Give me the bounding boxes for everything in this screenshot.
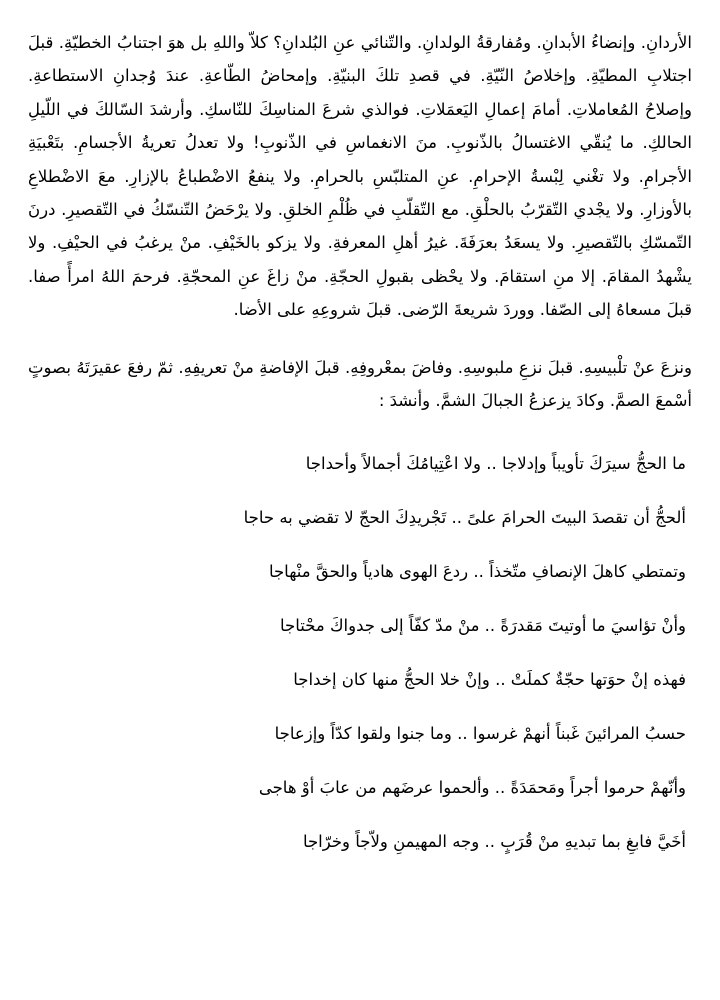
poem-verse: وأنّهمْ حرموا أجراً ومَحمَدَةً .. وألحموا عرضَهم من عابَ أوْ هاجى	[258, 778, 686, 798]
poem-verse: وتمتطي كاهلَ الإنصافِ متّخذاً .. ردعَ الهوى هادياً والحقَّ منْهاجا	[268, 562, 686, 582]
poem-verse: حسبُ المرائينَ غَبناً أنهمْ غرسوا .. وما جنوا ولقوا كدّاً وإزعاجا	[274, 724, 686, 744]
body-paragraph: الأردانِ. وإنضاءُ الأبدانِ. ومُفارقةُ الولدانِ. والتّنائي عنِ البُلدانِ؟ كلاّ واللهِ بل هوَ اجتنابُ الخطيّةِ. قبلَ اجتلابِ المطيّةِ. وإخلاصُ النّيّةِ. في قصدِ تلكَ البنيّةِ. وإمحاضُ الطّاعةِ. عندَ وُجدانِ الاستطاعةِ. وإصلاحُ المُعاملاتِ. أمامَ إعمالِ اليَعمَلاتِ. فوالذي شرعَ المناسِكَ للنّاسكِ. وأرشدَ السّالكَ في اللّيلِ الحالكِ. ما يُنقّي الاغتسالُ بالذّنوبِ. منَ الانغماسِ في الذّنوبِ! ولا تعدلُ تعريةُ الأجسامِ. بتَعْبيَةِ الأجرامِ. ولا تغْني لِبْسةُ الإحرامِ. عنِ المتلبّسِ بالحرامِ. ولا ينفعُ الاضْطباعُ بالإزارِ. معَ الاضْطلاعِ بالأوزارِ. ولا يجْدي التّقرّبُ بالحلْقِ. مع التّقلّبِ في ظُلْمِ الخلقِ. ولا يرْحَضُ التّنسّكُ في التّقصيرِ. درنَ التّمسّكِ بالتّقصيرِ. ولا يسعَدُ بعرَفَةَ. غيرُ أهلِ المعرفةِ. ولا يزكو بالخَيْفِ. منْ يرغبُ في الحيْفِ. ولا يشْهدُ المقامَ. إلا منِ استقامَ. ولا يحْظى بقبولِ الحجّةِ. منْ زاغَ عنِ المحجّةِ. فرحمَ اللهُ امرأً صفا. قبلَ مسعاهُ إلى الصّفا. ووردَ شريعةَ الرّضى. قبلَ شروعِهِ على الأضا.	[28, 33, 692, 320]
poem-verse: ألحجُّ أن تقصدَ البيتَ الحرامَ علىً .. تَجْريدِكَ الحجّ لا تقضي به حاجا	[243, 508, 686, 528]
poem-verse: وأنْ تؤاسيَ ما أوتيتَ مَقدرَةً .. منْ مدّ كفّاً إلى جدواكَ محْتاجا	[279, 616, 686, 636]
poem-verse: أخَيَّ فابغِ بما تبديهِ منْ قُرَبٍ .. وجه المهيمنِ ولاّجاً وخرّاجا	[302, 832, 686, 852]
poem	[28, 437, 692, 869]
body-paragraph: ونزعَ عنْ تلْبيسِهِ. قبلَ نزعِ ملبوسِهِ. وفاضَ بمعْروفِهِ. قبلَ الإفاضةِ منْ تعريفِهِ. ثمّ رفعَ عقيرَتَهُ بصوتٍ أسْمعَ الصمَّ. وكادَ يزعزعُ الجبالَ الشمَّ. وأنشدَ :	[28, 357, 692, 411]
poem-verse: ما الحجُّ سيرَكَ تأويباً وإدلاجا .. ولا اعْتِيامُكَ أجمالاً وأحداجا	[305, 454, 686, 474]
poem-verse: فهذه إنْ حوَتها حجّةٌ كملَتْ .. وإنْ خلا الحجُّ منها كان إخداجا	[293, 670, 686, 690]
